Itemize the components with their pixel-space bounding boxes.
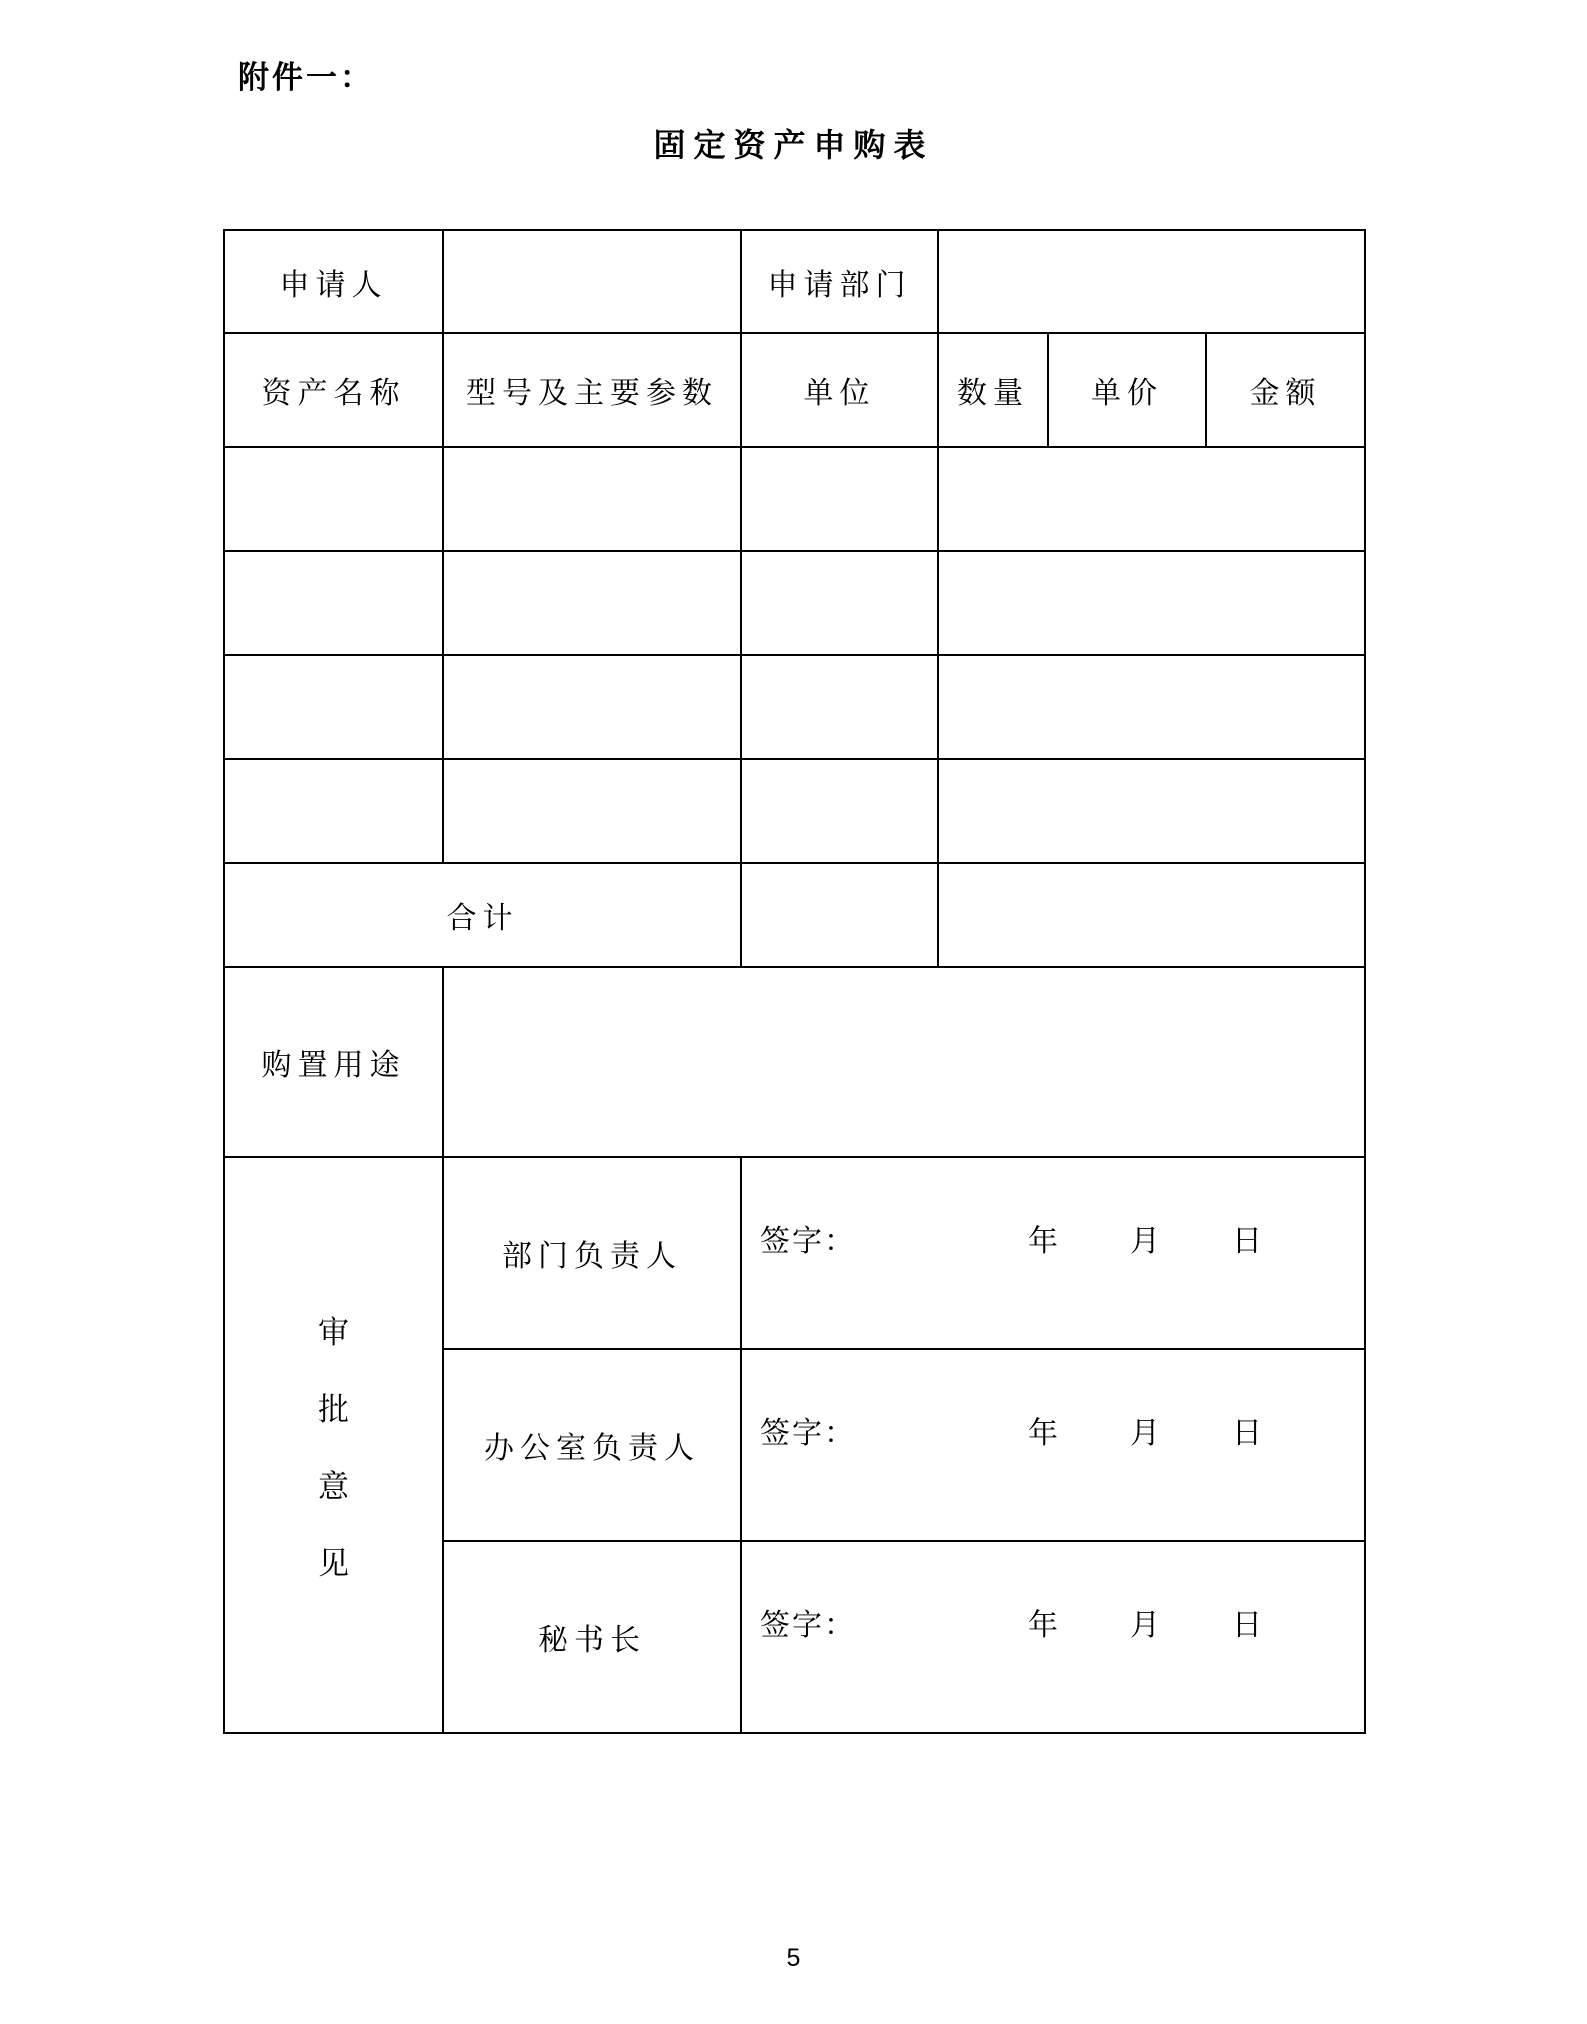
approval-label-cell — [224, 1157, 443, 1733]
approval-label-char: 审 — [318, 1315, 349, 1350]
date-unit-year: 年 — [1028, 1417, 1060, 1450]
approval-role-secretary-general: 秘书长 — [443, 1541, 741, 1733]
date-unit-year: 年 — [1028, 1609, 1060, 1642]
approval-sign-cell — [741, 1541, 1365, 1733]
approval-sign-cell — [741, 1157, 1365, 1349]
date-unit-month: 月 — [1130, 1609, 1162, 1642]
purpose-value-cell — [443, 967, 1365, 1157]
item-unit-cell — [741, 447, 938, 551]
asset-purchase-form — [223, 229, 1366, 1734]
approval-label-char: 批 — [318, 1392, 349, 1427]
sign-line — [742, 1216, 1364, 1290]
sign-line — [742, 1600, 1364, 1674]
department-value-cell — [938, 230, 1365, 333]
item-unit-cell — [741, 655, 938, 759]
item-model-cell — [443, 759, 741, 863]
item-row — [224, 447, 1365, 551]
item-model-cell — [443, 655, 741, 759]
header-quantity: 数量 — [938, 333, 1048, 447]
item-amount-cell — [938, 551, 1365, 655]
approval-row — [224, 1157, 1365, 1349]
total-row — [224, 863, 1365, 967]
approval-label-char: 见 — [318, 1546, 349, 1581]
item-row — [224, 551, 1365, 655]
item-row — [224, 655, 1365, 759]
date-unit-day: 日 — [1232, 1417, 1264, 1450]
item-asset-name-cell — [224, 759, 443, 863]
total-label-cell: 合计 — [224, 863, 741, 967]
sign-line — [742, 1408, 1364, 1482]
date-unit-month: 月 — [1130, 1225, 1162, 1258]
date-unit-year: 年 — [1028, 1225, 1060, 1258]
department-label: 申请部门 — [741, 230, 938, 333]
column-header-row — [224, 333, 1365, 447]
sign-label: 签字： — [760, 1225, 856, 1258]
page-title: 固定资产申购表 — [653, 127, 934, 163]
item-model-cell — [443, 447, 741, 551]
approval-role-dept-head: 部门负责人 — [443, 1157, 741, 1349]
date-unit-day: 日 — [1232, 1225, 1264, 1258]
date-unit-day: 日 — [1232, 1609, 1264, 1642]
item-asset-name-cell — [224, 551, 443, 655]
sign-label: 签字： — [760, 1609, 856, 1642]
approval-label-char: 意 — [318, 1469, 349, 1504]
applicant-row — [224, 230, 1365, 333]
item-row — [224, 759, 1365, 863]
approval-sign-cell — [741, 1349, 1365, 1541]
item-model-cell — [443, 551, 741, 655]
purpose-label: 购置用途 — [224, 967, 443, 1157]
header-unit-price: 单价 — [1048, 333, 1206, 447]
attachment-label: 附件一： — [238, 60, 374, 95]
date-unit-month: 月 — [1130, 1417, 1162, 1450]
approval-role-office-head: 办公室负责人 — [443, 1349, 741, 1541]
applicant-value-cell — [443, 230, 741, 333]
item-amount-cell — [938, 655, 1365, 759]
item-amount-cell — [938, 447, 1365, 551]
header-unit: 单位 — [741, 333, 938, 447]
item-unit-cell — [741, 759, 938, 863]
applicant-label: 申请人 — [224, 230, 443, 333]
approval-label — [225, 1307, 442, 1583]
header-asset-name: 资产名称 — [224, 333, 443, 447]
purpose-row — [224, 967, 1365, 1157]
item-unit-cell — [741, 551, 938, 655]
sign-label: 签字： — [760, 1417, 856, 1450]
page-number: 5 — [786, 1944, 801, 1972]
header-model-specs: 型号及主要参数 — [443, 333, 741, 447]
item-amount-cell — [938, 759, 1365, 863]
item-asset-name-cell — [224, 655, 443, 759]
total-amount-cell — [938, 863, 1365, 967]
total-unit-cell — [741, 863, 938, 967]
header-amount: 金额 — [1206, 333, 1365, 447]
item-asset-name-cell — [224, 447, 443, 551]
